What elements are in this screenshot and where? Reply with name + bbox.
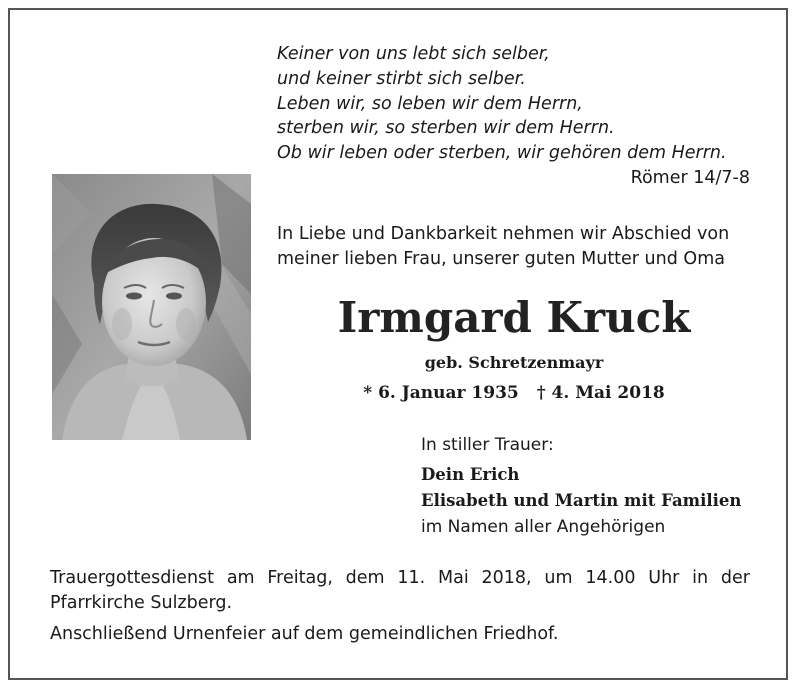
- intro-line: meiner lieben Frau, unserer guten Mutter und Oma: [277, 248, 725, 269]
- birth-name: geb. Schretzenmayr: [424, 353, 604, 372]
- mourners-closing: im Namen aller Angehörigen: [421, 517, 666, 537]
- mourner-name: Elisabeth und Martin mit Familien: [421, 491, 742, 510]
- portrait-photo: [52, 174, 251, 440]
- mourners-block: [421, 432, 761, 540]
- service-info: [50, 566, 750, 616]
- urn-ceremony-info: Anschließend Urnenfeier auf dem gemeindlichen Friedhof.: [50, 624, 559, 644]
- intro-line: In Liebe und Dankbarkeit nehmen wir Abschied von: [277, 224, 730, 244]
- verse-line: Leben wir, so leben wir dem Herrn,: [277, 93, 583, 114]
- life-dates: [278, 381, 750, 405]
- service-line: Pfarrkirche Sulzberg.: [50, 593, 233, 613]
- verse-line: sterben wir, so sterben wir dem Herrn.: [277, 118, 615, 139]
- verse-line: Keiner von uns lebt sich selber,: [277, 44, 550, 64]
- birth-date: * 6. Januar 1935: [363, 383, 519, 403]
- mourning-lead: In stiller Trauer:: [421, 435, 554, 455]
- service-line: Trauergottesdienst am Freitag, dem 11. Mai 2018, um 14.00 Uhr in der: [50, 568, 750, 588]
- bible-verse: [277, 42, 751, 166]
- verse-reference: Römer 14/7-8: [630, 168, 750, 188]
- verse-line: und keiner stirbt sich selber.: [277, 68, 526, 89]
- mourner-name: Dein Erich: [421, 465, 520, 484]
- intro-text: [277, 222, 757, 272]
- deceased-name: Irmgard Kruck: [337, 293, 691, 342]
- verse-line: Ob wir leben oder sterben, wir gehören dem Herrn.: [277, 143, 727, 164]
- death-date: † 4. Mai 2018: [536, 383, 665, 403]
